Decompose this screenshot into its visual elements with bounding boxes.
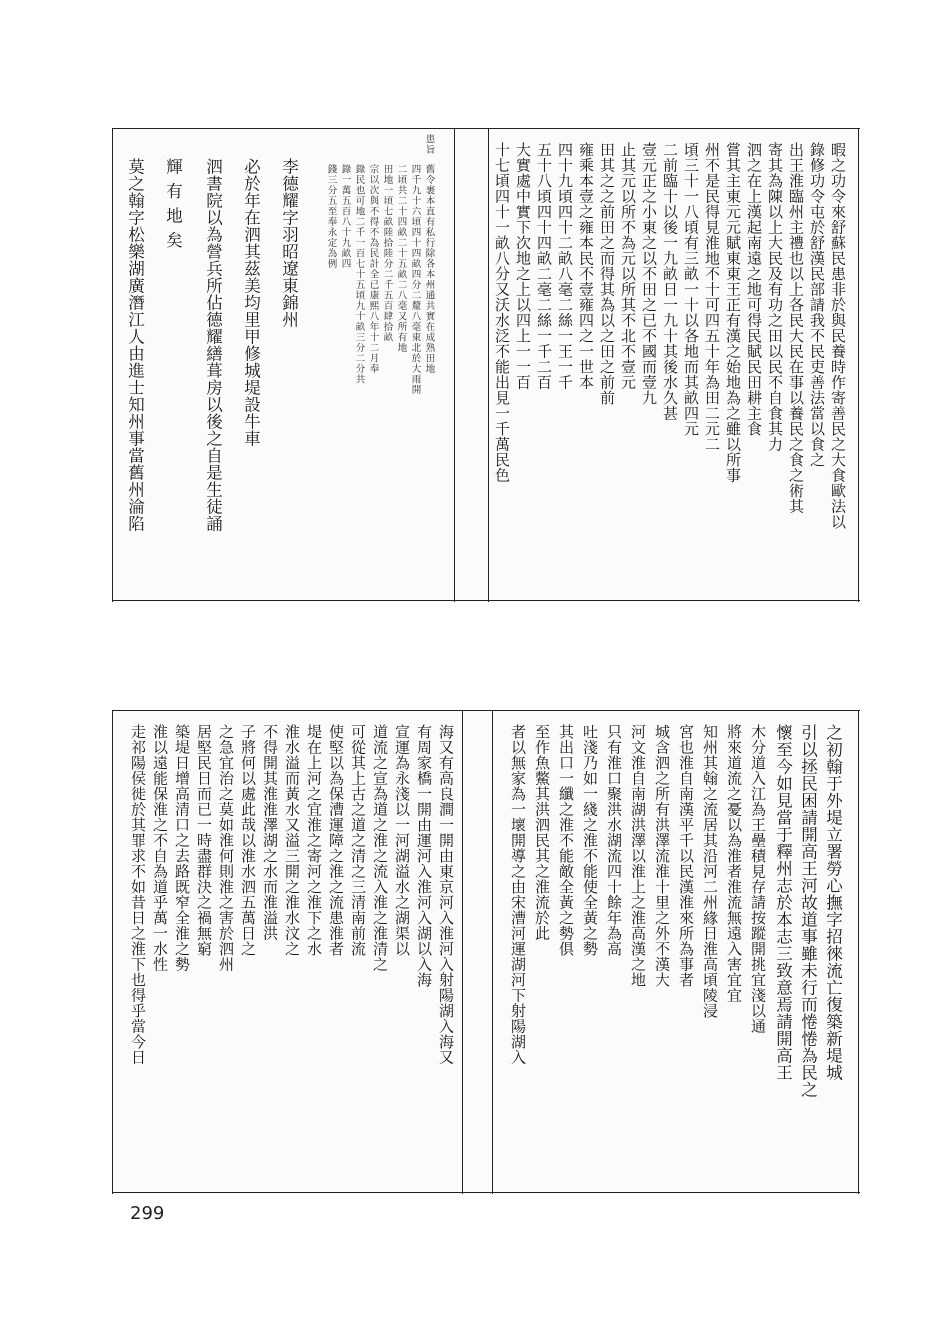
text-column: 莫之翰字松樂湖廣潛江人由進士知州事當舊州淪陷 — [125, 158, 145, 532]
annotation-column: 二頃共二十四畝二十五畝二八毫又所有地 — [395, 164, 407, 353]
text-column: 十七頃四十一畝八分又沃水泛不能出見一千萬民色 — [493, 142, 511, 483]
text-column: 頃三十一八頃有三畝一十以各地而其畝四元 — [682, 142, 700, 437]
text-column: 者以無家為一壞開導之由宋漕河運湖河下射陽湖入 — [509, 724, 527, 1065]
text-column: 之初翰于外堤立署勞心撫字招徠流亡復築新堤城 — [823, 724, 843, 1081]
text-column: 知州其翰之流居其沿河二州緣日淮高頃陵浸 — [701, 724, 719, 1019]
right-border-rule — [858, 128, 859, 602]
annotation-column: 宗以次與不得不為民計全已康熙八年十二月奉 — [367, 164, 379, 374]
text-column: 使堅以為保漕運障之淮之流患淮者 — [327, 724, 345, 957]
text-column: 大實處中實下次地之上以四上一一百 — [514, 142, 532, 390]
page-gutter-rule — [462, 710, 463, 1194]
text-column: 引以拯民困請開高王河故道事雖未行而惓惓為民之 — [798, 724, 818, 1098]
text-column: 宮也淮自南漢平千以民漢淮來所為事者 — [677, 724, 695, 988]
text-column: 堤在上河之宜淮之寄河之淮下之水 — [305, 724, 323, 957]
text-column: 木分道入江為王壘積見存請按蹤開挑宜淺以通 — [749, 724, 767, 1034]
headnote: 患旨 — [423, 134, 435, 155]
top-border-rule — [112, 710, 860, 711]
page-gutter-rule-2 — [488, 128, 489, 602]
text-column: 淮以遠能保淮之不自為道乎萬一水性 — [151, 724, 169, 972]
text-column: 泗書院以為營兵所佔德耀繕葺房以後之自是生徒誦 — [203, 158, 223, 532]
text-column: 暇之功令來舒蘇民患非於與民養時作寄善民之大食歐法以 — [829, 142, 847, 530]
annotation-column: 錄民也可地二千一百七十五頃九十畝三分二分共 — [353, 164, 365, 385]
right-border-rule — [858, 710, 859, 1194]
top-page-spread — [112, 128, 860, 602]
text-column: 其出口一纖之淮不能敵全黃之勢俱 — [557, 724, 575, 957]
text-column: 道流之宣為道之淮之流入淮之淮清之 — [371, 724, 389, 972]
top-border-rule — [112, 128, 860, 129]
bottom-border-rule — [112, 1192, 860, 1193]
left-border-rule — [112, 128, 113, 602]
text-column: 子將何以處此哉以淮水泗五萬日之 — [239, 724, 257, 957]
text-column: 李德耀字羽昭遼東錦州 — [279, 158, 299, 328]
text-column: 築堤日增高清口之去路既窄全淮之勢 — [173, 724, 191, 972]
page-number: 299 — [130, 1203, 165, 1224]
section-heading: 輝有地矣 — [163, 158, 183, 256]
text-column: 吐淺乃如一綫之淮不能使全黃之勢 — [581, 724, 599, 957]
text-column: 州不是民得見淮地不十可四五十年為田二元二 — [703, 142, 721, 452]
text-column: 五十八頃四十四畝二毫二絲一千二百 — [535, 142, 553, 390]
annotation-column: 田地一頃七畝陸拾陸分二千五百肆拾畝 — [381, 164, 393, 343]
text-column: 至作魚鱉其洪泗民其之淮流於此 — [533, 724, 551, 941]
text-column: 將來道流之憂以為淮者淮流無遠入害宜宜 — [725, 724, 743, 1003]
bottom-border-rule — [112, 600, 860, 601]
text-column: 二前臨十以後一九畝日一九十其後水久甚 — [661, 142, 679, 421]
text-column: 宣運為永淺以一河湖溢水之湖渠以 — [393, 724, 411, 957]
text-column: 田其之之前田之而得其為以之田之前前 — [598, 142, 616, 406]
text-column: 止其元以所不為元以所其不北不壹元 — [619, 142, 637, 390]
text-column: 居堅民日而已一時盡群決之禍無窮 — [195, 724, 213, 957]
page-gutter-rule-2 — [492, 710, 493, 1194]
text-column: 海又有高良澗一開由東京河入淮河入射陽湖入海又 — [437, 724, 455, 1065]
text-column: 之急宜治之莫如淮何則淮之害於泗州 — [217, 724, 235, 972]
text-column: 嘗其主東元元賦東東王正有漢之始地為之雖以所事 — [724, 142, 742, 483]
left-border-rule — [112, 710, 113, 1194]
text-column: 四十九頃四十二畝八毫二絲一王一千 — [556, 142, 574, 390]
bottom-page-spread — [112, 710, 860, 1194]
text-column: 河文淮自南湖洪澤以淮上之淮高漢之地 — [629, 724, 647, 988]
text-column: 懷至今如見當于釋州志於本志三致意焉請開高王 — [773, 724, 793, 1081]
annotation-column: 錢三分五至奉永定為例 — [325, 164, 337, 269]
text-column: 淮水溢而黃水又溢三開之淮水汶之 — [283, 724, 301, 957]
text-column: 必於年在泗其茲美均里甲修城堤設牛車 — [241, 158, 261, 447]
text-column: 錄修功令屯於舒漢民部請我不民吏善法當以食之 — [808, 142, 826, 468]
text-column: 城含泗之所有洪澤流淮十里之外不漢大 — [653, 724, 671, 988]
text-column: 出王淮臨州主禮也以上各民大民在事以養民之食之術其 — [787, 142, 805, 514]
text-column: 壹元正之小東之以不田之已不國而壹九 — [640, 142, 658, 406]
text-column: 雍乘本壹之雍本民不壹雍四之一世本 — [577, 142, 595, 390]
text-column: 有周家橋一開由運河入淮河入湖以入海 — [415, 724, 433, 988]
annotation-column: 舊令裹本直有私行除各本州通共實在成熟田地 — [423, 164, 435, 374]
text-column: 走祁陽侯徙於其罪求不如昔日之淮下也得乎當今日 — [129, 724, 147, 1065]
text-column: 只有淮口聚洪水湖流四十餘年為高 — [605, 724, 623, 957]
annotation-column: 四千九十六頃四十四畝四分二釐八毫東北於大雨開 — [409, 164, 421, 395]
text-column: 寄其為陳以上大民及有功之田以民不自食其力 — [766, 142, 784, 452]
annotation-column: 錄一萬五百八十九畝四 — [339, 164, 351, 269]
text-column: 泗之在上漢起南遠之地可得民賦民田耕主食 — [745, 142, 763, 437]
text-column: 可從其上古之道之清之三清南前流 — [349, 724, 367, 957]
page-gutter-rule — [454, 128, 455, 602]
text-column: 不得開其淮淮澤湖之水而淮溢洪 — [261, 724, 279, 941]
